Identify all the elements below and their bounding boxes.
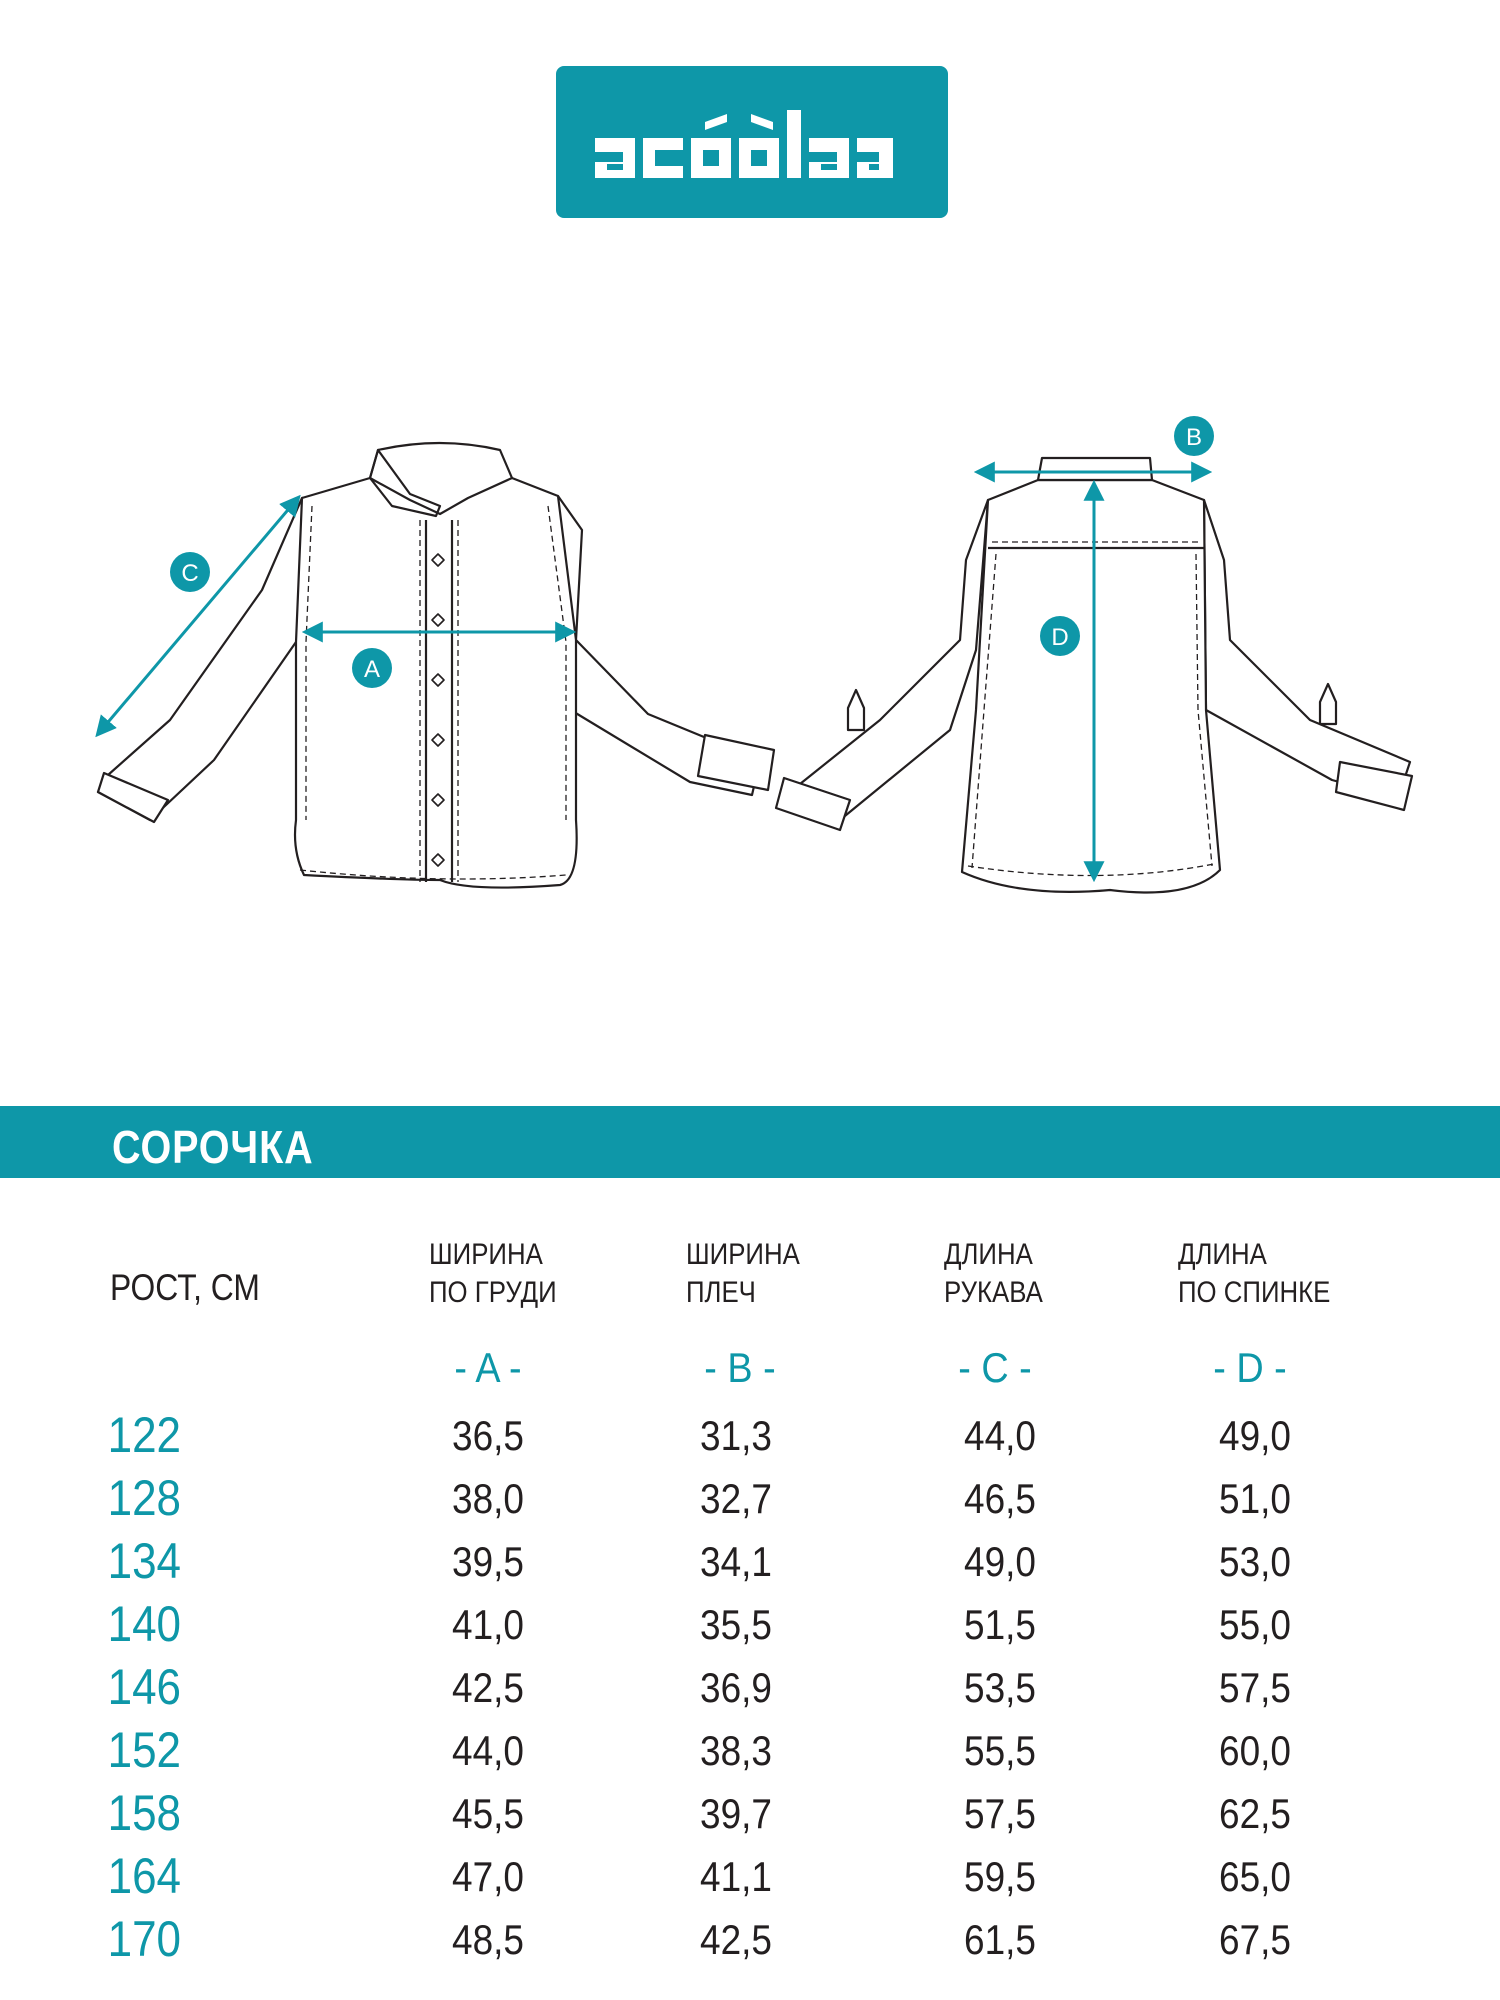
cell-back-length: 62,5 xyxy=(1219,1790,1291,1837)
table-row xyxy=(0,1467,1500,1530)
cell-back-length: 55,0 xyxy=(1219,1601,1291,1648)
table-row xyxy=(0,1908,1500,1971)
header-height xyxy=(110,1269,260,1307)
cell-shoulder-width: 35,5 xyxy=(700,1601,772,1648)
header-b-line1: ШИРИНА xyxy=(686,1238,800,1271)
table-row xyxy=(0,1719,1500,1782)
svg-text:B: B xyxy=(1185,424,1203,451)
cell-back-length: 51,0 xyxy=(1219,1475,1291,1522)
section-header-band xyxy=(0,1106,1500,1178)
cell-shoulder-width: 42,5 xyxy=(700,1916,772,1963)
cell-sleeve-length: 55,5 xyxy=(964,1727,1036,1774)
column-letter-b: - B - xyxy=(704,1344,776,1391)
cell-back-length: 57,5 xyxy=(1219,1664,1291,1711)
cell-chest-width: 44,0 xyxy=(452,1727,524,1774)
table-row xyxy=(0,1845,1500,1908)
cell-height: 140 xyxy=(107,1596,182,1652)
cell-height: 128 xyxy=(107,1470,182,1526)
header-a-line1: ШИРИНА xyxy=(429,1238,543,1271)
svg-text:D: D xyxy=(1051,624,1069,651)
header-shoulder-width xyxy=(686,1236,800,1312)
cell-chest-width: 48,5 xyxy=(452,1916,524,1963)
cell-height: 134 xyxy=(107,1533,182,1589)
header-chest-width xyxy=(429,1236,557,1312)
cell-sleeve-length: 46,5 xyxy=(964,1475,1036,1522)
cell-shoulder-width: 39,7 xyxy=(700,1790,772,1837)
marker-d xyxy=(1040,616,1080,656)
column-letter-c: - C - xyxy=(958,1344,1032,1391)
cell-height: 158 xyxy=(107,1785,182,1841)
cell-shoulder-width: 41,1 xyxy=(700,1853,772,1900)
cell-shoulder-width: 31,3 xyxy=(700,1412,772,1459)
brand-logo xyxy=(556,66,948,218)
header-d-line2: ПО СПИНКЕ xyxy=(1178,1276,1331,1309)
marker-b xyxy=(1174,416,1214,456)
header-d-line1: ДЛИНА xyxy=(1178,1238,1267,1271)
cell-height: 146 xyxy=(107,1659,182,1715)
cell-height: 164 xyxy=(107,1848,182,1904)
cell-height: 170 xyxy=(107,1911,182,1967)
header-back-length xyxy=(1178,1236,1330,1312)
cell-back-length: 60,0 xyxy=(1219,1727,1291,1774)
cell-sleeve-length: 49,0 xyxy=(964,1538,1036,1585)
header-sleeve-length xyxy=(944,1236,1043,1312)
cell-shoulder-width: 34,1 xyxy=(700,1538,772,1585)
marker-a xyxy=(352,648,392,688)
column-letter-a: - A - xyxy=(454,1344,522,1391)
cell-back-length: 49,0 xyxy=(1219,1412,1291,1459)
table-row xyxy=(0,1782,1500,1845)
acoola-logo-mark xyxy=(587,102,917,182)
cell-back-length: 65,0 xyxy=(1219,1853,1291,1900)
svg-text:C: C xyxy=(181,560,199,587)
cell-shoulder-width: 36,9 xyxy=(700,1664,772,1711)
cell-shoulder-width: 38,3 xyxy=(700,1727,772,1774)
cell-chest-width: 42,5 xyxy=(452,1664,524,1711)
table-row xyxy=(0,1530,1500,1593)
header-height-label: РОСТ, СМ xyxy=(110,1267,260,1308)
header-b-line2: ПЛЕЧ xyxy=(686,1276,756,1309)
cell-chest-width: 38,0 xyxy=(452,1475,524,1522)
cell-shoulder-width: 32,7 xyxy=(700,1475,772,1522)
table-row xyxy=(0,1593,1500,1656)
cell-sleeve-length: 51,5 xyxy=(964,1601,1036,1648)
cell-sleeve-length: 53,5 xyxy=(964,1664,1036,1711)
table-row xyxy=(0,1656,1500,1719)
column-letter-d: - D - xyxy=(1213,1344,1287,1391)
cell-chest-width: 36,5 xyxy=(452,1412,524,1459)
cell-height: 122 xyxy=(107,1407,182,1463)
cell-sleeve-length: 59,5 xyxy=(964,1853,1036,1900)
marker-c xyxy=(170,552,210,592)
table-row xyxy=(0,1404,1500,1467)
cell-chest-width: 39,5 xyxy=(452,1538,524,1585)
header-c-line1: ДЛИНА xyxy=(944,1238,1033,1271)
cell-chest-width: 41,0 xyxy=(452,1601,524,1648)
header-c-line2: РУКАВА xyxy=(944,1276,1043,1309)
section-title: СОРОЧКА xyxy=(112,1121,314,1173)
cell-sleeve-length: 44,0 xyxy=(964,1412,1036,1459)
shirt-front-view xyxy=(98,443,774,888)
svg-text:A: A xyxy=(363,656,381,683)
header-a-line2: ПО ГРУДИ xyxy=(429,1276,557,1309)
cell-back-length: 53,0 xyxy=(1219,1538,1291,1585)
cell-chest-width: 45,5 xyxy=(452,1790,524,1837)
cell-height: 152 xyxy=(107,1722,182,1778)
cell-back-length: 67,5 xyxy=(1219,1916,1291,1963)
cell-sleeve-length: 57,5 xyxy=(964,1790,1036,1837)
cell-sleeve-length: 61,5 xyxy=(964,1916,1036,1963)
cell-chest-width: 47,0 xyxy=(452,1853,524,1900)
logo-text: acoola xyxy=(587,102,590,103)
shirt-diagram xyxy=(0,380,1500,940)
